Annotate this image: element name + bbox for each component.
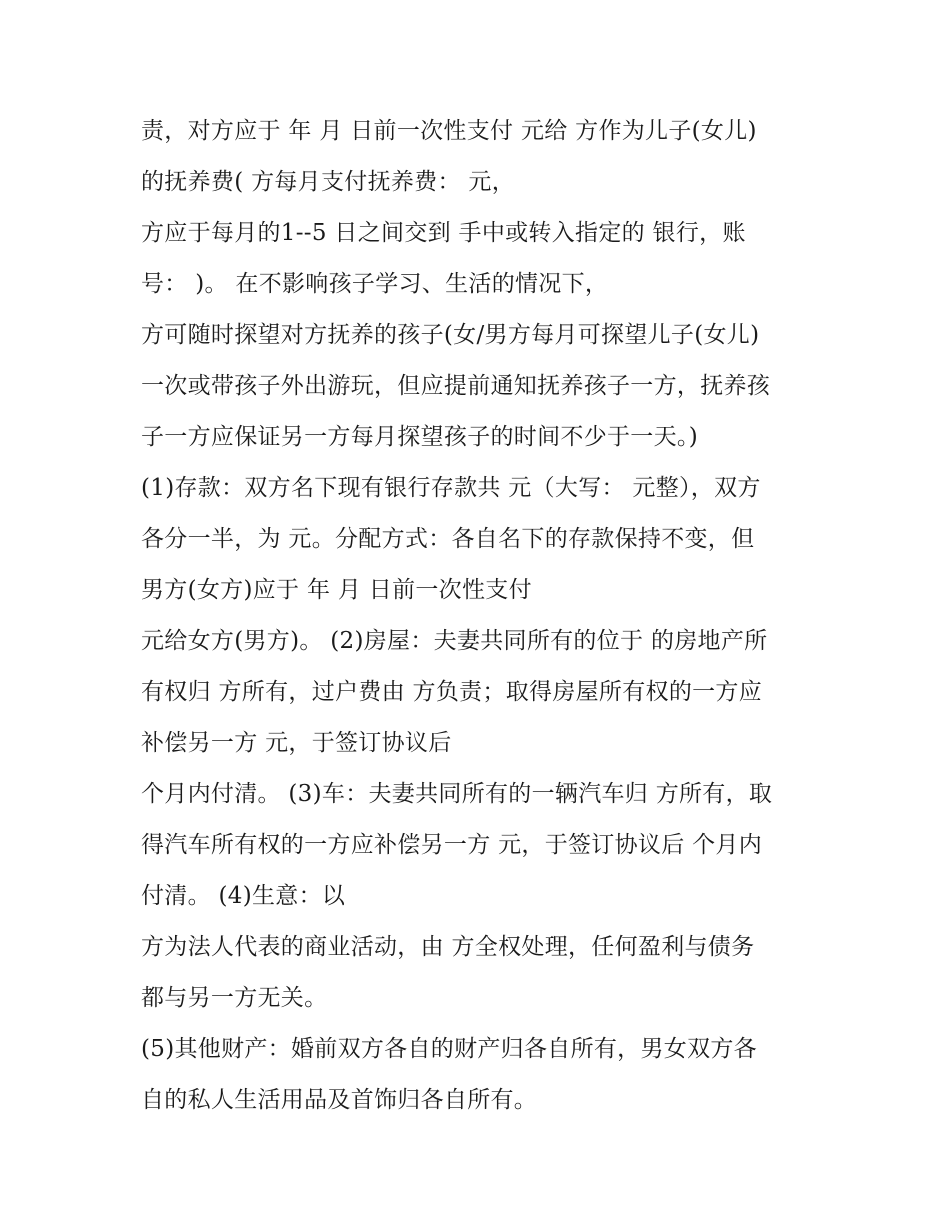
text-line: 的抚养费( 方每月支付抚养费： 元， (141, 169, 515, 195)
document-body (141, 106, 831, 1126)
text-line: 方为法人代表的商业活动，由 方全权处理，任何盈利与债务 (141, 934, 755, 960)
text-line: 一次或带孩子外出游玩，但应提前通知抚养孩子一方，抚养孩 (141, 373, 771, 399)
text-line: (5)其他财产：婚前双方各自的财产归各自所有，男女双方各 (141, 1036, 757, 1062)
text-line: 责，对方应于 年 月 日前一次性支付 元给 方作为儿子(女儿) (141, 118, 757, 144)
text-line: 方应于每月的1--5 日之间交到 手中或转入指定的 银行，账 (141, 220, 746, 246)
text-line: 自的私人生活用品及首饰归各自所有。 (141, 1087, 538, 1113)
text-line: 男方(女方)应于 年 月 日前一次性支付 (141, 577, 532, 603)
text-line: 付清。 (4)生意：以 (141, 883, 346, 909)
text-line: 个月内付清。 (3)车：夫妻共同所有的一辆汽车归 方所有，取 (141, 781, 773, 807)
text-line: 有权归 方所有，过户费由 方负责；取得房屋所有权的一方应 (141, 679, 763, 705)
text-line: 方可随时探望对方抚养的孩子(女/男方每月可探望儿子(女儿) (141, 322, 760, 348)
text-line: 都与另一方无关。 (141, 985, 328, 1011)
text-line: 号： )。 在不影响孩子学习、生活的情况下， (141, 271, 609, 297)
text-line: 各分一半，为 元。分配方式：各自名下的存款保持不变，但 (141, 526, 755, 552)
text-line: 得汽车所有权的一方应补偿另一方 元，于签订协议后 个月内 (141, 832, 763, 858)
text-line: 补偿另一方 元，于签订协议后 (141, 730, 452, 756)
text-line: 元给女方(男方)。 (2)房屋：夫妻共同所有的位于 的房地产所 (141, 628, 768, 654)
text-line: 子一方应保证另一方每月探望孩子的时间不少于一天。) (141, 424, 698, 450)
text-line: (1)存款：双方名下现有银行存款共 元（大写： 元整），双方 (141, 475, 761, 501)
